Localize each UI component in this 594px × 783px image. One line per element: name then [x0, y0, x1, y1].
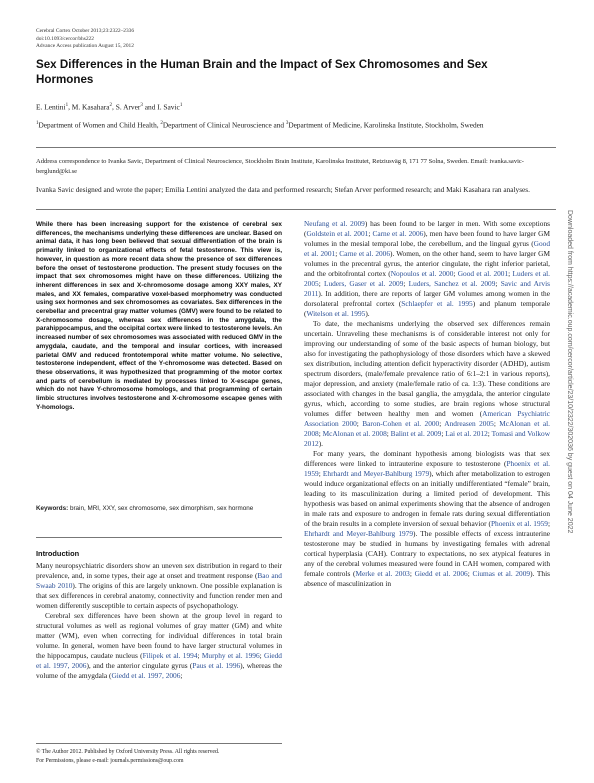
author-affiliation-marker: 2 — [109, 103, 113, 108]
citation-link[interactable]: Nopoulos et al. 2000 — [390, 269, 454, 278]
download-watermark: Downloaded from https://academic.oup.com/cercor/article/23/10/2322/302036 by guest on 04 June 2022 — [566, 210, 573, 534]
body-text: ; — [453, 269, 458, 278]
affiliations — [36, 119, 556, 130]
author-contributions: Ivanka Savic designed and wrote the paper; Emilia Lentini analyzed the data and performed research; Stefan Arver performed research; and Maki Kasahara ran analyses. — [36, 185, 530, 194]
divider-keywords — [36, 537, 282, 538]
citation-link[interactable]: Carne et al. 2006 — [339, 249, 391, 258]
author-name: S. Arver — [115, 102, 141, 112]
body-text: Cerebral sex differences have been shown at the group level in regard to structural volumes as well as regional volumes of gray matter (GM) and white matter (WM), even when correcting for individual differences in total brain volume. In general, women have been found to have larger structural volumes in the hippocampus, caudate nucleus ( — [36, 611, 282, 660]
citation-link[interactable]: McAlonan et al. 2008 — [304, 419, 550, 438]
paragraph — [304, 319, 550, 449]
author-name: M. Kasahara — [71, 102, 110, 112]
affiliation-marker: 3 — [285, 121, 289, 126]
author-separator: , — [112, 102, 116, 112]
body-text: ; — [441, 429, 446, 438]
body-text: ; — [409, 569, 415, 578]
citation-link[interactable]: Ehrhardt and Meyer-Bahlburg 1979 — [322, 469, 430, 478]
citation-link[interactable]: Luders, Sanchez et al. 2009 — [408, 279, 496, 288]
article-title: Sex Differences in the Human Brain and the Impact of Sex Chromosomes and Sex Hormones — [36, 58, 488, 86]
affiliation-marker: 1 — [36, 121, 39, 126]
body-text: ; — [197, 651, 202, 660]
footer — [36, 748, 219, 766]
body-column-right — [304, 219, 550, 589]
affiliation-text: Department of Clinical Neuroscience and — [162, 120, 286, 130]
citation-link[interactable]: Phoenix et al. 1959 — [304, 459, 550, 478]
body-text: ) and planum temporale ( — [304, 299, 551, 318]
keywords — [36, 504, 282, 513]
citation-link[interactable]: Carne et al. 2006 — [372, 229, 424, 238]
citation-link[interactable]: Savic and Arvis 2011 — [304, 279, 550, 298]
citation-link[interactable]: Schlaepfer et al. 1995 — [401, 299, 473, 308]
body-column-left — [36, 561, 282, 681]
citation-link[interactable]: Phoenix et al. 1959 — [490, 519, 548, 528]
author-name: I. Savic — [157, 102, 180, 112]
abstract: While there has been increasing support for the existence of cerebral sex differences, the mechanisms underlying these differences are unclear. Based on animal data, it has long been believed that sexual differentiation of the brain is primarily linked to organizational effects of fetal testosterone. This view is, however, in question as more recent data show the presence of sex differences before the onset of testosterone production. The present study focuses on the impact that sex chromosomes might have on these differences. Utilizing the inherent differences in sex and X-chromosome dosage among XXY males, XY males, and XX females, comparative voxel-based morphometry was conducted using sex hormones and sex chromosomes as covariates. Sex differences in the cerebellar and precentral gray matter volumes (GMV) were found to be related to X-chromosome dosage, whereas sex differences in the amygdala, the parahippocampus, and the occipital cortex were linked to testosterone levels. An increased number of sex chromosomes was associated with reduced GMV in the amygdala, caudate, and the temporal and insular cortices, with increased parietal GMV and reduced frontotemporal white matter volume. No selective, testosterone independent, effect of the Y-chromosome was detected. Based on these observations, it was hypothesized that programming of the motor cortex and parts of cerebellum is mediated by processes linked to X-escape genes, which do not have Y-chromosome homologs, and that programming of certain limbic structures involves testosterone and X-chromosome escapee genes with Y-homologs. — [36, 221, 282, 411]
copyright-notice: © The Author 2012. Published by Oxford University Press. All rights reserved. — [36, 749, 220, 755]
body-text: ; — [467, 569, 473, 578]
citation-link[interactable]: Giedd et al. 1997, 2006 — [111, 671, 181, 680]
body-text: ), whereas the volume of the amygdala ( — [36, 661, 283, 680]
body-text: ; — [318, 429, 323, 438]
divider-top — [36, 147, 556, 148]
body-text: ; — [318, 469, 323, 478]
section-heading-introduction: Introduction — [36, 549, 80, 558]
body-text: ; — [318, 279, 324, 288]
body-text: ). — [365, 309, 370, 318]
body-text: Many neuropsychiatric disorders show an uneven sex distribution in regard to their prevalence, and, in some types, their age at onset and treatment response ( — [36, 561, 282, 580]
advance-access: Advance Access publication August 15, 2012 — [36, 43, 134, 50]
body-text: ). The origins of this are largely unknown. One possible explanation is that sex differences in cerebral anatomy, connectivity and function render men and women differently susceptible to certain aspects of psychopathology. — [36, 581, 282, 610]
body-text: ). Women, on the other hand, seem to have larger GM volumes in the precentral gyrus, the anterior cingulate, the right inferior parietal, and the orbitofrontal cortex ( — [304, 249, 550, 278]
body-text: ; — [180, 671, 183, 680]
citation-link[interactable]: Giedd et al. 2006 — [414, 569, 468, 578]
divider-footer — [36, 743, 282, 744]
citation-link[interactable]: Murphy et al. 1996 — [201, 651, 260, 660]
citation-link[interactable]: Lai et al. 2012 — [445, 429, 488, 438]
citation-link[interactable]: Filipek et al. 1994 — [142, 651, 198, 660]
citation-link[interactable]: Andreasen 2005 — [444, 419, 494, 428]
citation-link[interactable]: Ciumas et al. 2009 — [472, 569, 531, 578]
correspondence: Address correspondence to Ivanka Savic, Department of Clinical Neuroscience, Stockholm Brain Institute, Karolinska Institutet, Retziusväg 8, 171 77 Solna, Sweden. Email: ivanka.savic-berglund@ki.se — [36, 158, 524, 175]
body-text: To date, the mechanisms underlying the observed sex differences remain uncertain. Unraveling these mechanisms is of considerable interest not only for improving our understanding of some of the basic aspects of human biology, but also for investigating the pathophysiology of those disorders which have a skewed sex distribution, including attention deficit hyperactivity disorder (ADHD), autism spectrum disorders, (male/female prevalence ratio of 6:1–2:1 in various reports), major depression, and anxiety (male/female ratio of ca. 1:3). These conditions are associated with changes in the basal ganglia, the amygdala, the anterior cingulate gyrus, which, according to some studies, are brain regions whose structural volumes differ between healthy men and women ( — [304, 319, 550, 418]
citation-link[interactable]: Luders et al. 2005 — [304, 269, 550, 288]
citation-link[interactable]: Goldstein et al. 2001 — [306, 229, 369, 238]
body-text: ), which after metabolization to estrogen would induce organizational effects on an initially undifferentiated “female” brain, leading to its masculinization during a limited period of development. This hypothesis was based on animal experiments showing that the absence of androgen in male rats and exposure to androgen in female rats during sexual differentiation of the brain results in a complete inversion of sexual behavior ( — [304, 469, 550, 528]
citation-link[interactable]: Merke et al. 2003 — [355, 569, 410, 578]
body-text: ). The possible effects of excess intrauterine testosterone may be studied in humans by investigating females with adrenal cortical hyperplasia (CAH). Contrary to expectations, no sex atypical features in any of the cerebral volumes measured were found in CAH women, compared with female controls ( — [304, 529, 550, 578]
body-text: ) has been found to be larger in men. With some exceptions ( — [304, 219, 550, 238]
citation-link[interactable]: American Psychiatric Association 2000 — [304, 409, 550, 428]
doi-link[interactable]: doi:10.1093/cercor/bhs222 — [36, 35, 94, 42]
permissions-notice: For Permissions, please e-mail: journals.permissions@oup.com — [36, 758, 184, 764]
citation-link[interactable]: Good et al. 2001 — [304, 239, 550, 258]
body-text: ; — [403, 279, 409, 288]
citation-link[interactable]: Bao and Swaab 2010 — [36, 571, 282, 590]
body-text: ; — [259, 651, 265, 660]
body-text: ; — [547, 519, 551, 528]
citation-link[interactable]: Balint et al. 2009 — [390, 429, 442, 438]
author-name: E. Lentini — [36, 102, 66, 112]
body-text: ), men have been found to have larger GM volumes in the mesial temporal lobe, the cerebellum, and the lingual gyrus ( — [304, 229, 550, 248]
body-text: ; — [356, 419, 363, 428]
author-affiliation-marker: 1 — [65, 103, 69, 108]
keywords-label: Keywords: — [36, 505, 69, 512]
body-text: ; — [493, 419, 500, 428]
author-affiliation-marker: 1 — [179, 103, 183, 108]
keywords-list: brain, MRI, XXY, sex chromosome, sex dimorphism, sex hormone — [69, 505, 254, 512]
journal-meta — [36, 28, 134, 51]
body-text: ), and the anterior cingulate gyrus ( — [86, 661, 193, 670]
paragraph — [36, 561, 282, 611]
body-text: ; — [487, 429, 492, 438]
body-text: ; — [495, 279, 501, 288]
citation-link[interactable]: Neufang et al. 2009 — [304, 219, 365, 228]
citation-link[interactable]: Good et al. 2001 — [457, 269, 509, 278]
citation-link[interactable]: Giedd et al. 1997, 2006 — [36, 651, 282, 670]
citation-link[interactable]: McAlonan et al. 2008 — [322, 429, 387, 438]
divider-contributions — [36, 209, 556, 210]
body-text: ; — [368, 229, 373, 238]
affiliation-text: Department of Women and Child Health, — [38, 120, 161, 130]
citation-link[interactable]: Witelson et al. 1995 — [306, 309, 366, 318]
body-text: ; — [335, 249, 340, 258]
citation-link[interactable]: Ehrhardt and Meyer-Bahlburg 1979 — [304, 529, 414, 538]
body-text: ). In addition, there are reports of larger GM volumes among women in the dorsolateral prefrontal cortex ( — [304, 289, 550, 308]
author-affiliation-marker: 3 — [140, 103, 143, 108]
affiliation-marker: 2 — [160, 121, 163, 126]
paragraph — [304, 219, 550, 319]
citation-link[interactable]: Baron-Cohen et al. 2000 — [362, 419, 440, 428]
author-list — [36, 101, 182, 111]
body-text: ). — [318, 439, 323, 448]
citation-link[interactable]: Luders, Gaser et al. 2009 — [323, 279, 404, 288]
affiliation-text: Department of Medicine, Karolinska Institute, Stockholm, Sweden — [288, 120, 484, 130]
paragraph — [304, 449, 550, 589]
paragraph — [36, 611, 282, 681]
body-text: For many years, the dominant hypothesis among biologists was that sex differences were linked to intrauterine exposure to testosterone ( — [304, 449, 550, 468]
citation-link[interactable]: Tomasi and Volkow 2012 — [304, 429, 551, 448]
body-text: ). This absence of masculinization in — [304, 569, 550, 588]
body-text: ; — [439, 419, 445, 428]
author-separator: and — [142, 102, 158, 112]
citation-link[interactable]: Paus et al. 1996 — [192, 661, 241, 670]
journal-citation: Cerebral Cortex October 2013;23:2322–2336 — [36, 28, 135, 34]
body-text: ; — [386, 429, 391, 438]
body-text: ; — [508, 269, 513, 278]
author-separator: , — [68, 102, 72, 112]
